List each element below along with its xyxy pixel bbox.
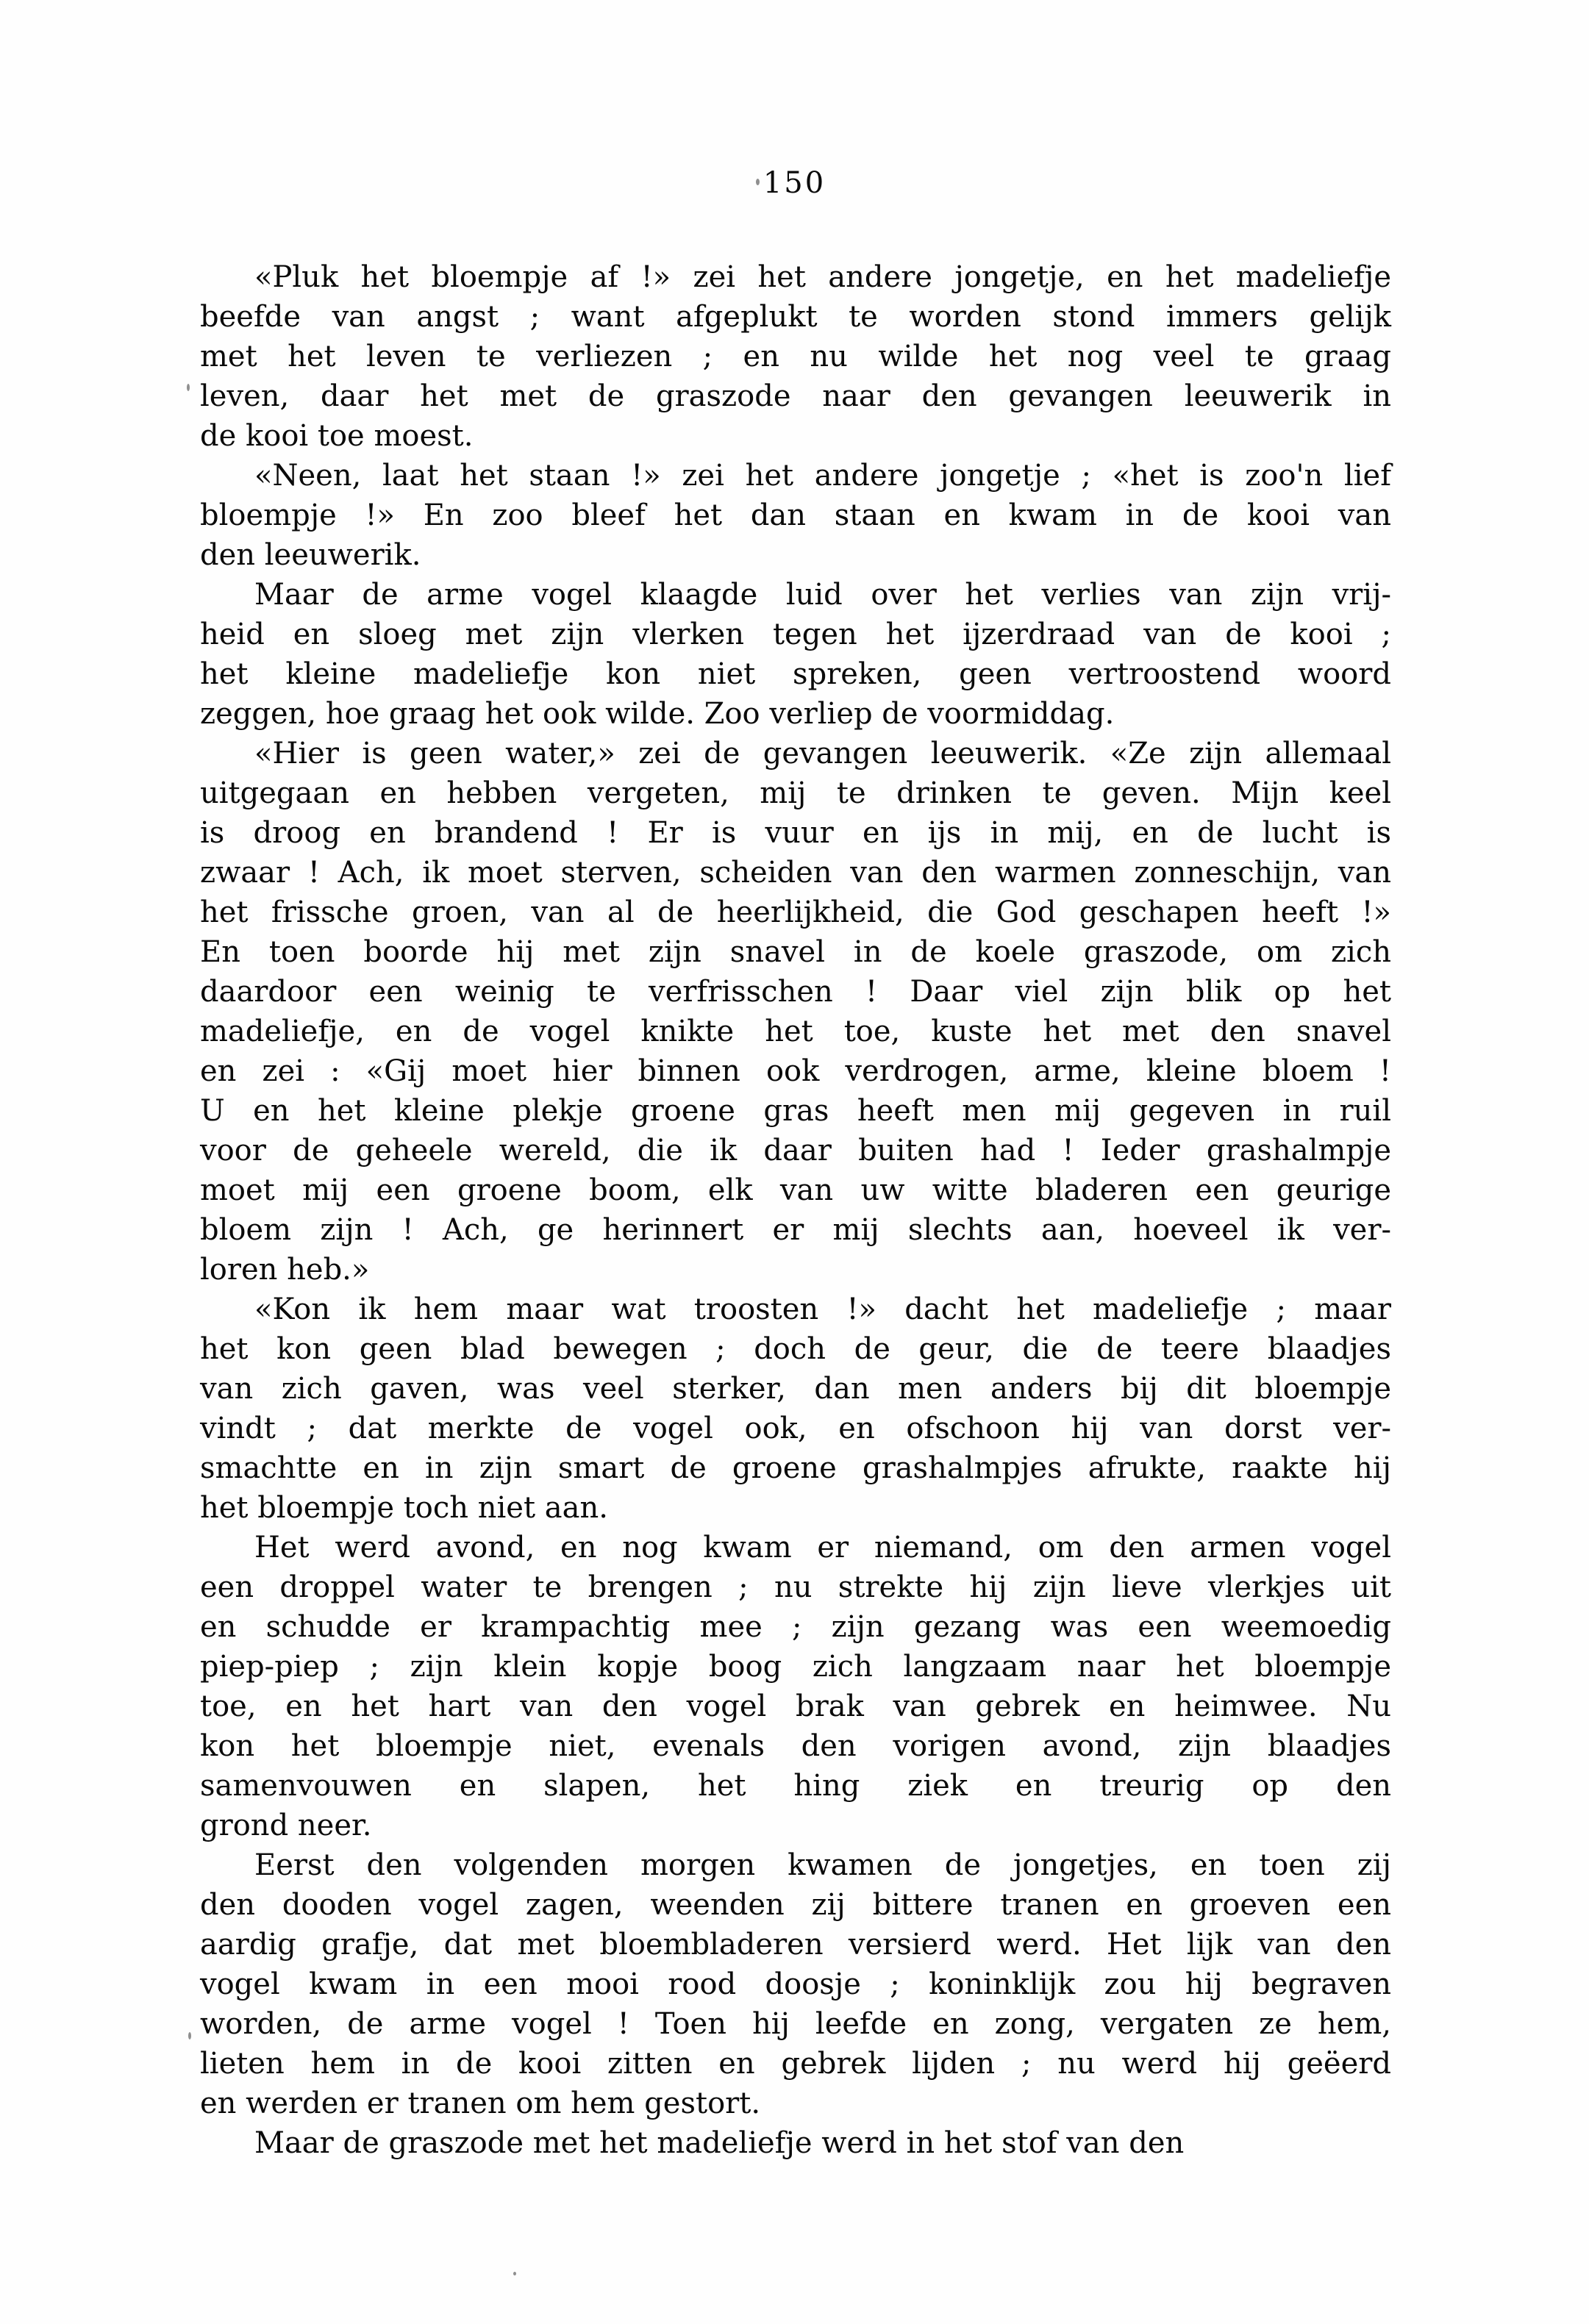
text-line: aardig grafje, dat met bloembladeren versierd werd. Het lijk van den (200, 1928, 1391, 1962)
text-line: heid en sloeg met zijn vlerken tegen het ijzerdraad van de kooi ; (200, 618, 1391, 651)
text-line: U en het kleine plekje groene gras heeft men mij gegeven in ruil (200, 1094, 1391, 1128)
text-line: het kon geen blad bewegen ; doch de geur, die de teere blaadjes (200, 1332, 1391, 1366)
text-line: leven, daar het met de graszode naar den gevangen leeuwerik in (200, 379, 1391, 413)
text-line: bloempje !» En zoo bleef het dan staan en kwam in de kooi van (200, 498, 1391, 532)
text-line: een droppel water te brengen ; nu strekte hij zijn lieve vlerkjes uit (200, 1570, 1391, 1604)
text-line: vogel kwam in een mooi rood doosje ; koninklijk zou hij begraven (200, 1967, 1391, 2001)
text-line: bloem zijn ! Ach, ge herinnert er mij slechts aan, hoeveel ik ver- (200, 1213, 1391, 1247)
text-line: voor de geheele wereld, die ik daar buiten had ! Ieder grashalmpje (200, 1134, 1391, 1168)
text-line: «Hier is geen water,» zei de gevangen leeuwerik. «Ze zijn allemaal (254, 737, 1391, 771)
text-line: beefde van angst ; want afgeplukt te worden stond immers gelijk (200, 300, 1391, 334)
text-line: En toen boorde hij met zijn snavel in de koele graszode, om zich (200, 935, 1391, 969)
text-line: den leeuwerik. (200, 538, 421, 572)
text-line: de kooi toe moest. (200, 419, 474, 453)
text-line: moet mij een groene boom, elk van uw witte bladeren een geurige (200, 1173, 1391, 1207)
text-line: «Pluk het bloempje af !» zei het andere jongetje, en het madeliefje (254, 260, 1391, 294)
text-line: lieten hem in de kooi zitten en gebrek lijden ; nu werd hij geëerd (200, 2047, 1391, 2081)
paragraph (200, 257, 1391, 456)
text-line: samenvouwen en slapen, het hing ziek en treurig op den (200, 1769, 1391, 1803)
paragraph (200, 1290, 1391, 1528)
text-line: het frissche groen, van al de heerlijkheid, die God geschapen heeft !» (200, 895, 1391, 929)
text-line: grond neer. (200, 1809, 372, 1842)
text-line: vindt ; dat merkte de vogel ook, en ofschoon hij van dorst ver- (200, 1412, 1391, 1445)
scan-speck (187, 384, 190, 391)
text-line: madeliefje, en de vogel knikte het toe, kuste het met den snavel (200, 1015, 1391, 1048)
text-line: is droog en brandend ! Er is vuur en ijs in mij, en de lucht is (200, 816, 1391, 850)
paragraph (200, 734, 1391, 1290)
text-line: het kleine madeliefje kon niet spreken, geen vertroostend woord (200, 657, 1391, 691)
text-line: en schudde er krampachtig mee ; zijn gezang was een weemoedig (200, 1610, 1391, 1644)
text-line: piep-piep ; zijn klein kopje boog zich langzaam naar het bloempje (200, 1650, 1391, 1684)
text-line: zeggen, hoe graag het ook wilde. Zoo verliep de voormiddag. (200, 697, 1115, 731)
text-line: met het leven te verliezen ; en nu wilde het nog veel te graag (200, 340, 1391, 373)
paragraph (200, 2123, 1391, 2163)
text-line: worden, de arme vogel ! Toen hij leefde en zong, vergaten ze hem, (200, 2007, 1391, 2041)
text-line: en zei : «Gij moet hier binnen ook verdrogen, arme, kleine bloem ! (200, 1054, 1391, 1088)
text-line: kon het bloempje niet, evenals den vorigen avond, zijn blaadjes (200, 1729, 1391, 1763)
text-line: smachtte en in zijn smart de groene grashalmpjes afrukte, raakte hij (200, 1451, 1391, 1485)
text-line: den dooden vogel zagen, weenden zij bittere tranen en groeven een (200, 1888, 1391, 1922)
paragraph (200, 575, 1391, 734)
text-line: «Neen, laat het staan !» zei het andere jongetje ; «het is zoo'n lief (254, 459, 1391, 493)
scan-speck (513, 2272, 516, 2275)
text-line: uitgegaan en hebben vergeten, mij te drinken te geven. Mijn keel (200, 776, 1391, 810)
text-line: Eerst den volgenden morgen kwamen de jongetjes, en toen zij (254, 1848, 1391, 1882)
text-line: en werden er tranen om hem gestort. (200, 2087, 761, 2120)
paragraph (200, 1528, 1391, 1845)
text-line: toe, en het hart van den vogel brak van gebrek en heimwee. Nu (200, 1690, 1391, 1723)
text-line: Maar de graszode met het madeliefje werd in het stof van den (254, 2126, 1185, 2160)
paragraph (200, 456, 1391, 575)
text-line: loren heb.» (200, 1253, 370, 1287)
paragraph (200, 1845, 1391, 2123)
scan-speck (188, 2032, 191, 2039)
scan-speck (756, 179, 760, 185)
text-line: Maar de arme vogel klaagde luid over het verlies van zijn vrij- (254, 578, 1391, 612)
text-line: van zich gaven, was veel sterker, dan men anders bij dit bloempje (200, 1372, 1391, 1406)
text-line: het bloempje toch niet aan. (200, 1491, 608, 1525)
text-line: zwaar ! Ach, ik moet sterven, scheiden van den warmen zonneschijn, van (200, 856, 1391, 890)
text-line: Het werd avond, en nog kwam er niemand, om den armen vogel (254, 1531, 1391, 1565)
text-line: «Kon ik hem maar wat troosten !» dacht het madeliefje ; maar (254, 1292, 1391, 1326)
page-number: 150 (763, 166, 826, 200)
text-block (200, 257, 1391, 2163)
text-line: daardoor een weinig te verfrisschen ! Daar viel zijn blik op het (200, 975, 1391, 1009)
